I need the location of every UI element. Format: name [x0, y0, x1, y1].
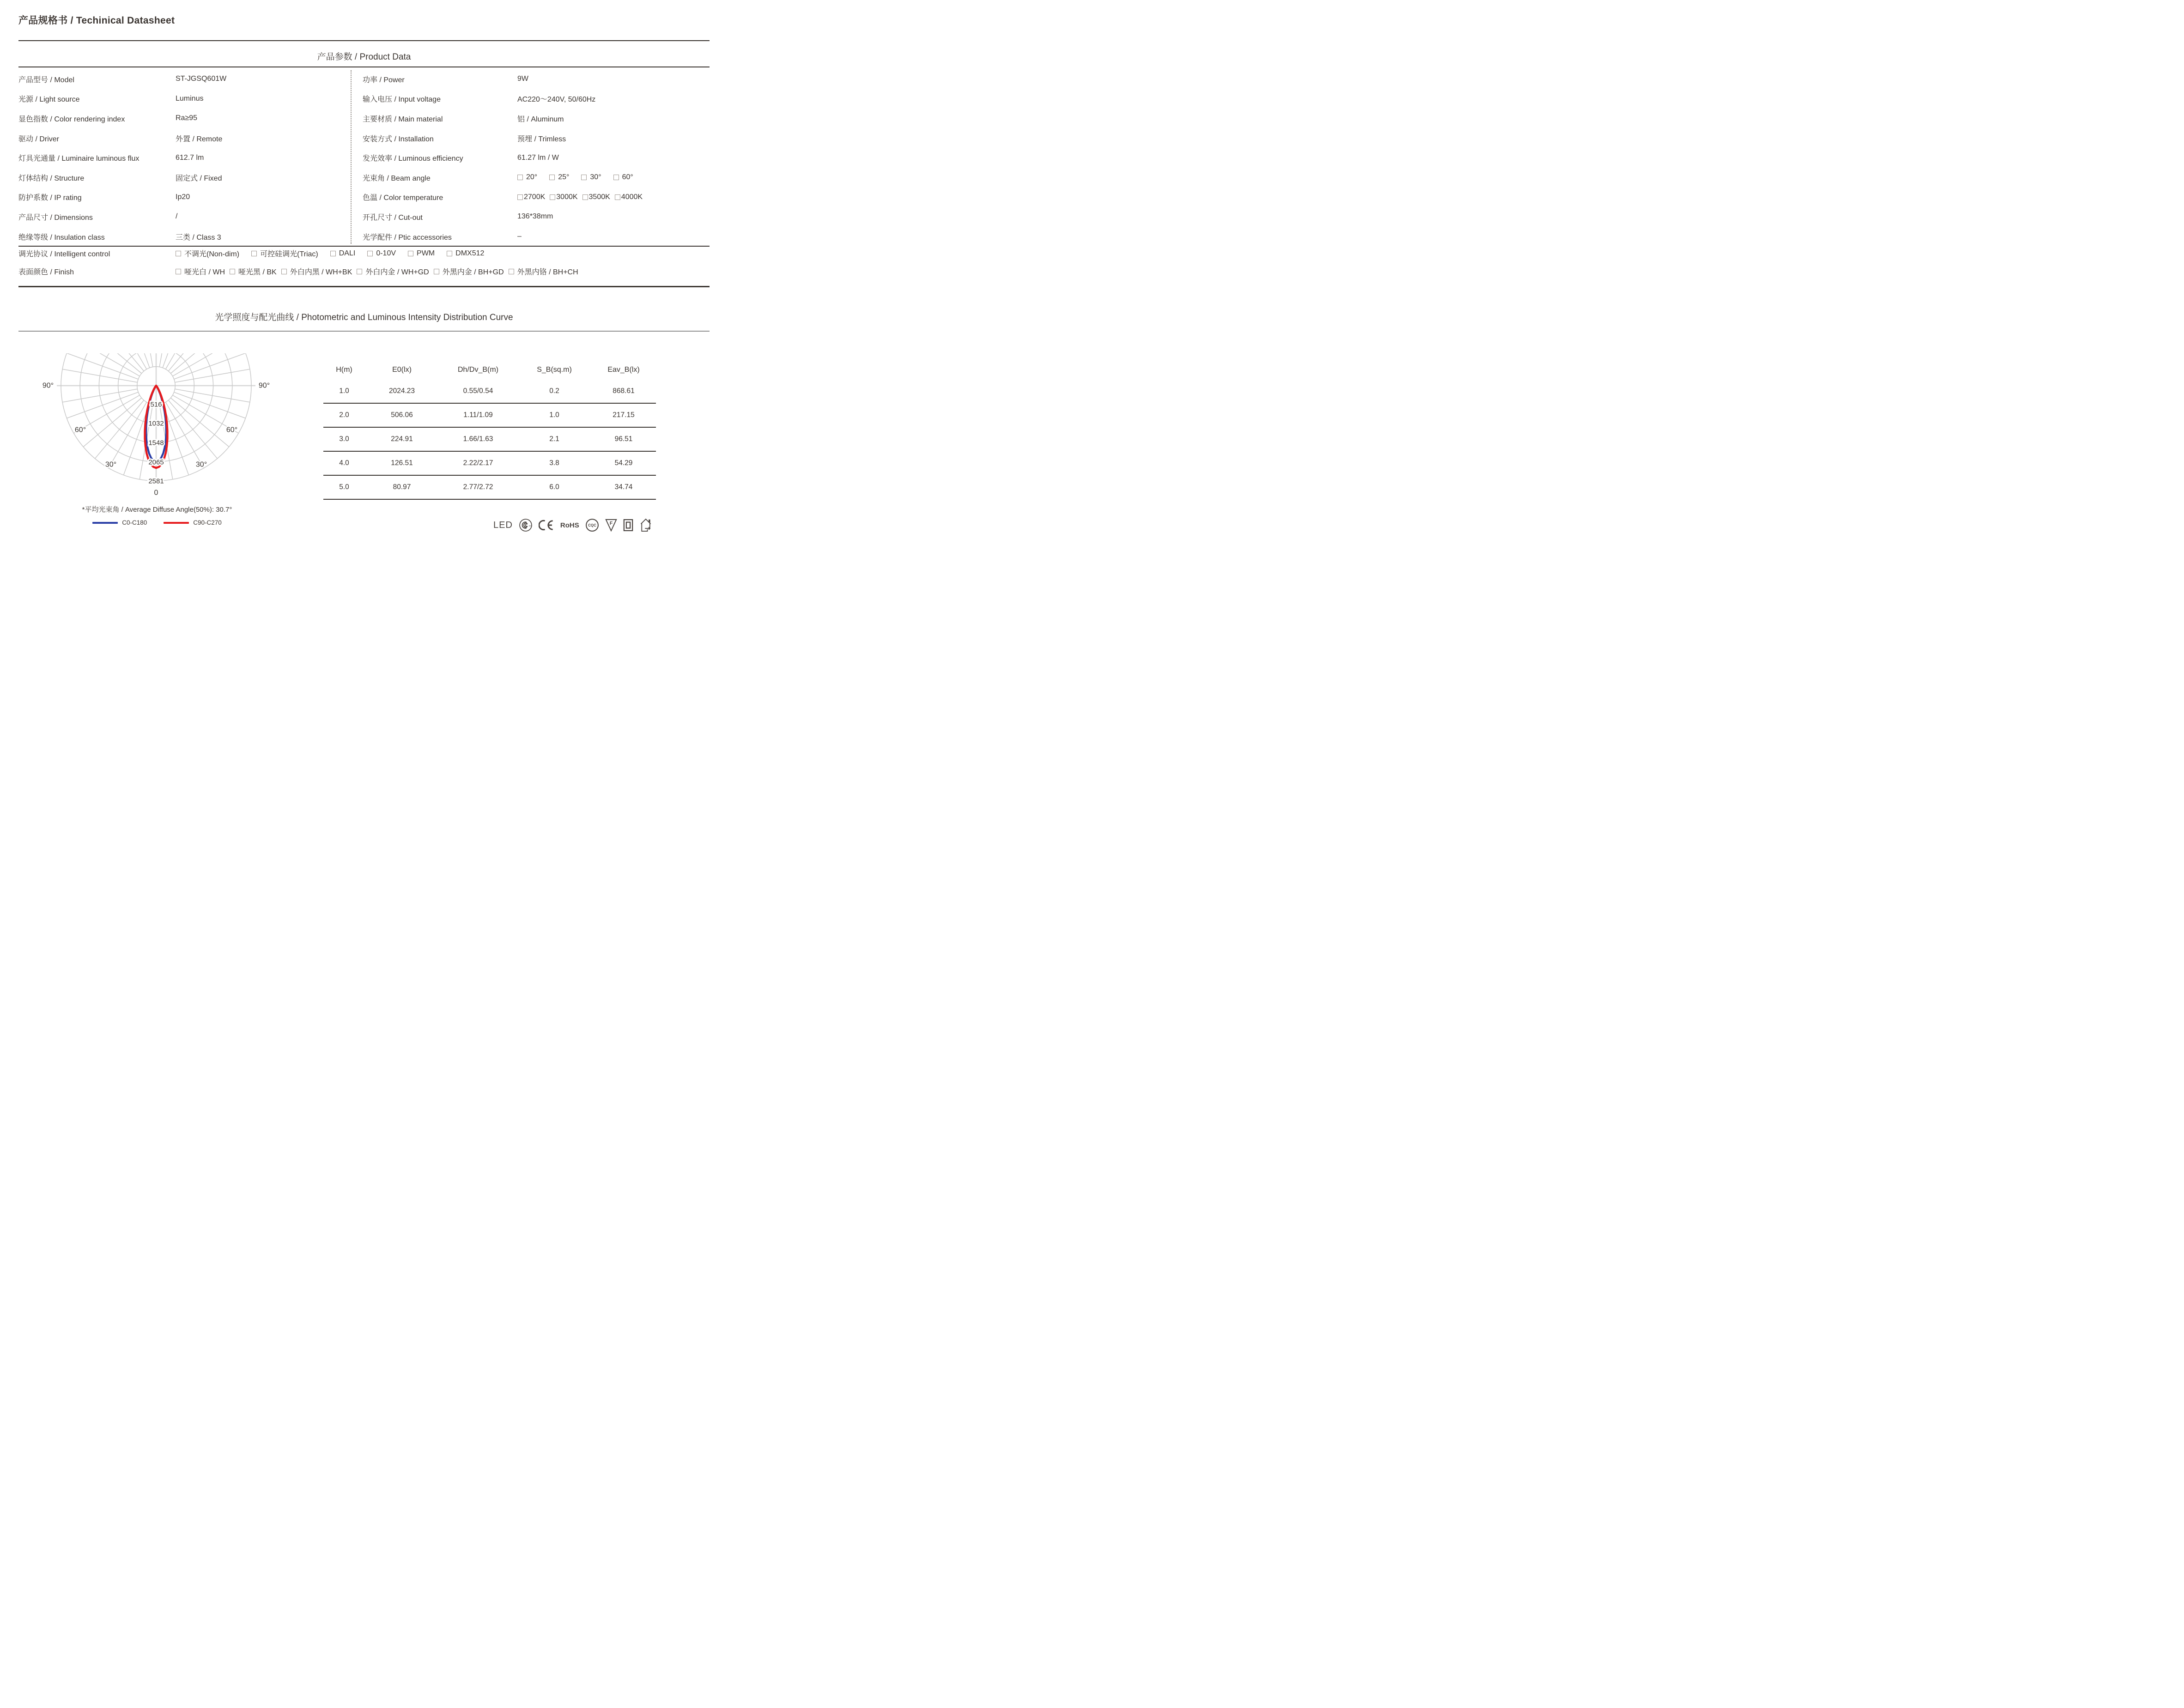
option-label: 不调光(Non-dim)	[184, 250, 240, 258]
option-label: 3000K	[556, 193, 578, 201]
spec-label: 功率 / Power	[363, 76, 405, 84]
table-row	[323, 476, 656, 500]
checkbox-icon	[434, 269, 439, 274]
table-cell: 0.55/0.54	[463, 387, 493, 395]
option-label: DMX512	[455, 249, 485, 257]
checkbox-icon	[176, 251, 181, 256]
spec-row	[18, 89, 342, 109]
spec-value: 612.7 lm	[176, 153, 204, 162]
table-cell: 96.51	[614, 435, 633, 443]
column-header: Dh/Dv_B(m)	[457, 366, 498, 374]
spec-value: ST-JGSQ601W	[176, 75, 227, 83]
checkbox-icon	[367, 251, 373, 256]
spec-row	[363, 207, 711, 227]
photometric-divider	[18, 331, 710, 332]
spec-row	[363, 148, 711, 168]
table-cell: 3.0	[339, 435, 349, 443]
checkbox-icon	[330, 251, 336, 256]
photometric-section-title: 光学照度与配光曲线 / Photometric and Luminous Intensity Distribution Curve	[215, 313, 513, 322]
spec-label: 灯体结构 / Structure	[18, 174, 85, 182]
led-label: LED	[493, 520, 513, 530]
spec-row	[18, 207, 342, 227]
spec-label: 色温 / Color temperature	[363, 194, 443, 202]
table-cell: 2.1	[549, 435, 559, 443]
angle-label-30-right: 30°	[195, 460, 207, 469]
spec-value: –	[517, 232, 522, 241]
spec-value: 61.27 lm / W	[517, 153, 559, 162]
option-label: 哑光黑 / BK	[238, 268, 277, 276]
spec-column-right	[363, 69, 711, 246]
column-header: E0(lx)	[392, 366, 412, 374]
option-label: 25°	[558, 173, 570, 182]
table-header-row	[323, 360, 656, 380]
f-label: F	[609, 521, 613, 527]
option-label: 哑光白 / WH	[184, 268, 225, 276]
legend-swatch-c90-c270	[164, 522, 189, 524]
spec-row	[18, 188, 342, 207]
spec-value: 外置 / Remote	[176, 135, 223, 143]
checkbox-icon	[357, 269, 362, 274]
checkbox-icon	[251, 251, 257, 256]
option-label: 60°	[622, 173, 633, 182]
certification-icons	[493, 515, 658, 535]
option-label: 可控硅调光(Triac)	[260, 250, 318, 258]
spec-label: 主要材质 / Main material	[363, 115, 443, 123]
legend-label-c90-c270: C90-C270	[193, 519, 222, 526]
column-header: S_B(sq.m)	[537, 366, 572, 374]
table-cell: 1.66/1.63	[463, 435, 493, 443]
finish-row	[18, 261, 710, 281]
intelligent-control-row	[18, 243, 710, 263]
table-cell: 126.51	[391, 459, 413, 467]
spec-label: 表面颜色 / Finish	[18, 268, 74, 276]
option-label: 0-10V	[376, 249, 396, 257]
table-cell: 506.06	[391, 411, 413, 419]
spec-label: 绝缘等级 / Insulation class	[18, 233, 105, 242]
table-cell: 0.2	[549, 387, 559, 395]
spec-row	[18, 168, 342, 188]
spec-label: 灯具光通量 / Luminaire luminous flux	[18, 155, 140, 163]
checkbox-icon	[550, 194, 555, 200]
spec-value: Ra≥95	[176, 114, 198, 122]
option-label: 外白内金 / WH+GD	[365, 268, 429, 276]
spec-label: 产品尺寸 / Dimensions	[18, 213, 93, 222]
ring-label: 1548	[148, 439, 164, 447]
table-row	[323, 428, 656, 452]
spec-label: 光束角 / Beam angle	[363, 174, 431, 182]
option-label: 20°	[526, 173, 538, 182]
ccc-icon	[519, 518, 533, 532]
spec-row	[363, 69, 711, 89]
page-title: 产品规格书 / Techinical Datasheet	[18, 15, 175, 26]
checkbox-icon	[582, 194, 588, 200]
table-row	[323, 452, 656, 476]
spec-row-beam-angle	[363, 168, 711, 188]
spec-column-left	[18, 69, 342, 246]
spec-row	[18, 109, 342, 128]
angle-label-90-left: 90°	[42, 382, 54, 390]
angle-label-60-right: 60°	[226, 426, 238, 434]
spec-label: 光学配件 / Ptic accessories	[363, 233, 452, 242]
title-divider	[18, 40, 710, 41]
average-diffuse-angle-caption: *平均光束角 / Average Diffuse Angle(50%): 30.7°	[82, 506, 232, 514]
option-label: DALI	[339, 249, 356, 257]
chart-legend	[28, 519, 286, 526]
checkbox-icon	[176, 269, 181, 274]
spec-label: 调光协议 / Intelligent control	[18, 250, 110, 258]
legend-swatch-c0-c180	[92, 522, 118, 524]
datasheet-page	[0, 0, 728, 569]
ring-label: 2065	[148, 458, 164, 466]
table-cell: 1.11/1.09	[463, 411, 493, 419]
spec-value: 三类 / Class 3	[176, 233, 221, 242]
table-cell: 34.74	[614, 483, 633, 491]
double-square-icon	[623, 519, 633, 532]
spec-label: 安装方式 / Installation	[363, 135, 434, 143]
spec-label: 产品型号 / Model	[18, 76, 74, 84]
table-cell: 6.0	[549, 483, 559, 491]
checkbox-icon	[517, 194, 523, 200]
spec-row	[18, 148, 342, 168]
spec-label: 开孔尺寸 / Cut-out	[363, 213, 423, 222]
spec-row	[18, 69, 342, 89]
angle-label-0: 0	[154, 489, 158, 497]
checkbox-icon	[447, 251, 452, 256]
table-cell: 1.0	[549, 411, 559, 419]
angle-label-60-left: 60°	[74, 426, 86, 434]
option-label: 30°	[590, 173, 601, 182]
column-header: H(m)	[336, 366, 352, 374]
option-label: 外黑内铬 / BH+CH	[517, 268, 578, 276]
table-cell: 2024.23	[388, 387, 415, 395]
polar-chart	[28, 344, 286, 501]
option-label: 3500K	[588, 193, 610, 201]
table-cell: 217.15	[613, 411, 635, 419]
cqc-label: CQC	[588, 523, 596, 527]
spec-row	[363, 89, 711, 109]
spec-label: 发光效率 / Luminous efficiency	[363, 155, 463, 163]
spec-value: 136*38mm	[517, 212, 553, 221]
table-cell: 224.91	[391, 435, 413, 443]
table-row	[323, 404, 656, 428]
spec-value: /	[176, 212, 178, 221]
table-cell: 2.22/2.17	[463, 459, 493, 467]
rohs-label: RoHS	[560, 521, 579, 529]
product-data-section-title: 产品参数 / Product Data	[317, 52, 411, 62]
checkbox-icon	[581, 175, 587, 180]
spec-label: 输入电压 / Input voltage	[363, 96, 441, 104]
photometric-polar-chart	[28, 344, 286, 501]
checkbox-icon	[281, 269, 287, 274]
column-dotted-divider	[351, 70, 352, 244]
spec-label: 驱动 / Driver	[18, 135, 60, 143]
table-cell: 2.77/2.72	[463, 483, 493, 491]
f-triangle-icon	[605, 519, 617, 532]
legend-label-c0-c180: C0-C180	[122, 519, 147, 526]
column-header: Eav_B(lx)	[607, 366, 640, 374]
house-icon	[639, 518, 652, 533]
table-cell: 1.0	[339, 387, 349, 395]
spec-row	[363, 128, 711, 148]
spec-label: 防护系数 / IP rating	[18, 194, 82, 202]
angle-label-30-left: 30°	[105, 460, 117, 469]
checkbox-icon	[408, 251, 413, 256]
cqc-icon	[585, 518, 599, 532]
ring-label: 516	[150, 400, 162, 409]
option-label: PWM	[417, 249, 435, 257]
checkbox-icon	[549, 175, 555, 180]
checkbox-icon	[517, 175, 523, 180]
angle-label-90-right: 90°	[258, 382, 270, 390]
option-label: 外白内黑 / WH+BK	[290, 268, 352, 276]
table-cell: 3.8	[549, 459, 559, 467]
table-cell: 2.0	[339, 411, 349, 419]
spec-row	[363, 109, 711, 128]
spec-row-color-temperature	[363, 188, 711, 207]
table-cell: 5.0	[339, 483, 349, 491]
ring-label: 2581	[148, 477, 164, 485]
checkbox-icon	[615, 194, 620, 200]
option-label: 4000K	[621, 193, 643, 201]
spec-value: 预埋 / Trimless	[517, 135, 566, 143]
section-divider-thick	[18, 286, 710, 287]
table-cell: 868.61	[613, 387, 635, 395]
option-label: 2700K	[524, 193, 546, 201]
spec-label: 显色指数 / Color rendering index	[18, 115, 125, 123]
ce-icon	[539, 519, 554, 531]
spec-value: 铝 / Aluminum	[517, 115, 564, 123]
checkbox-icon	[230, 269, 235, 274]
ccc-small-label: S&E	[528, 525, 533, 527]
ring-label: 1032	[148, 419, 164, 428]
spec-value: Luminus	[176, 94, 204, 103]
spec-value: 固定式 / Fixed	[176, 174, 222, 182]
table-cell: 80.97	[393, 483, 411, 491]
spec-value: AC220～240V, 50/60Hz	[517, 96, 596, 104]
table-cell: 4.0	[339, 459, 349, 467]
table-cell: 54.29	[614, 459, 633, 467]
table-row	[323, 380, 656, 404]
spec-value: Ip20	[176, 193, 190, 201]
checkbox-icon	[509, 269, 514, 274]
photometric-table	[323, 360, 656, 500]
option-label: 外黑内金 / BH+GD	[442, 268, 504, 276]
spec-value: 9W	[517, 75, 528, 83]
spec-row	[18, 128, 342, 148]
spec-label: 光源 / Light source	[18, 96, 80, 104]
checkbox-icon	[613, 175, 619, 180]
